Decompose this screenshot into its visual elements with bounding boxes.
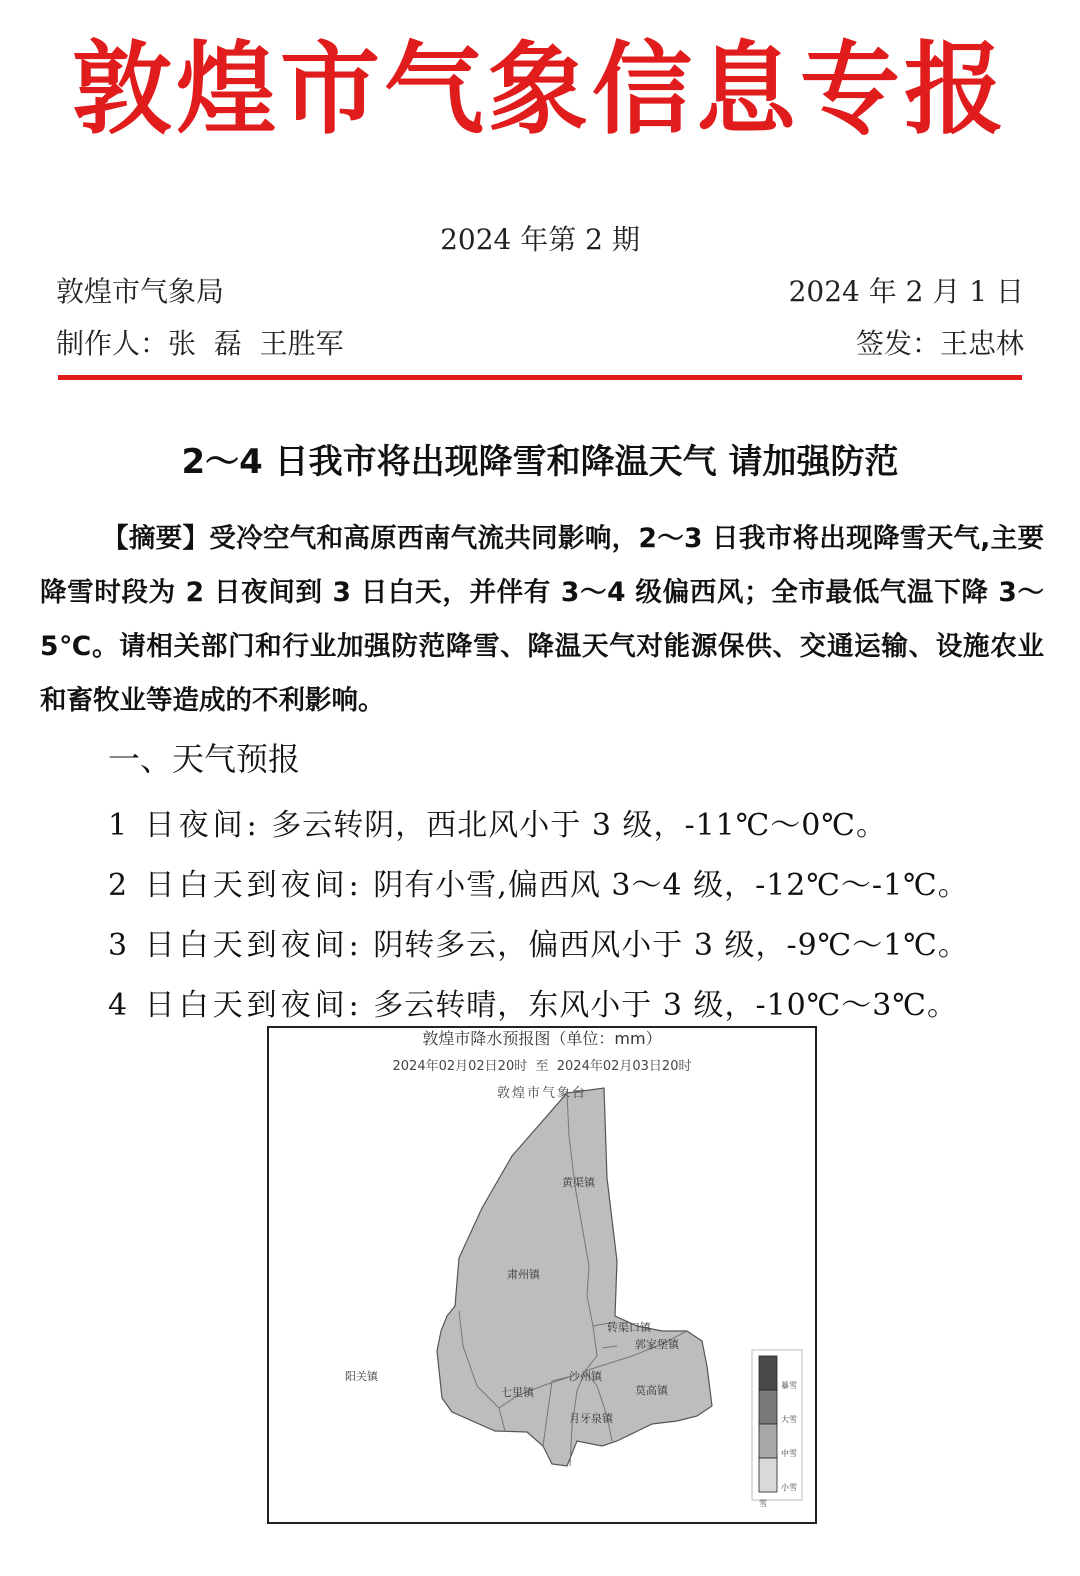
legend-swatch-medium: [759, 1424, 777, 1458]
masthead-title: 敦煌市气象信息专报: [72, 31, 1008, 148]
town-label: 莫高镇: [635, 1384, 668, 1397]
forecast-text: 阴有小雪,偏西风 3～4 级，-12℃～-1℃。: [373, 868, 969, 903]
legend-swatch-small: [759, 1458, 777, 1492]
legend-label: 暴雪: [781, 1381, 797, 1390]
forecast-line: [108, 920, 1048, 964]
town-label: 阳关镇: [345, 1370, 378, 1383]
forecast-text: 多云转阴，西北风小于 3 级，-11℃～0℃。: [271, 808, 887, 843]
publisher: 敦煌市气象局: [56, 275, 225, 308]
section-title: 一、天气预报: [108, 740, 301, 778]
legend-label: 雪: [759, 1499, 767, 1508]
forecast-line: [108, 800, 1048, 844]
map-org: 敦煌市气象台: [496, 1086, 587, 1101]
map-title: 敦煌市降水预报图（单位：mm）: [422, 1029, 662, 1048]
forecast-text: 阴转多云，偏西风小于 3 级，-9℃～1℃。: [373, 928, 969, 963]
legend-swatch-heavy: [759, 1356, 777, 1390]
issue-number: 2024 年第 2 期: [440, 223, 640, 256]
producer: 制作人：张 磊 王胜军: [56, 327, 344, 360]
forecast-line: [108, 980, 1048, 1024]
forecast-day: 2 日白天到夜间:: [108, 868, 363, 903]
town-label: 转渠口镇: [607, 1321, 651, 1334]
publish-date: 2024 年 2 月 1 日: [788, 275, 1024, 308]
legend-label: 小雪: [781, 1483, 797, 1492]
forecast-day: 1 日夜间:: [108, 808, 261, 843]
summary-paragraph: 【摘要】受冷空气和高原西南气流共同影响，2～3 日我市将出现降雪天气,主要降雪时段为 2 日夜间到 3 日白天，并伴有 3～4 级偏西风；全市最低气温下降 3～5℃。请相关部门和行业加强防范降雪、降温天气对能源保供、交通运输、设施农业和畜牧业等造成的不利影响。: [40, 523, 1044, 716]
town-label: 黄渠镇: [562, 1176, 595, 1189]
forecast-text: 多云转晴，东风小于 3 级，-10℃～3℃。: [373, 988, 958, 1023]
meta-row-publisher: [56, 270, 1024, 310]
meta-row-producer: [56, 322, 1024, 362]
legend-swatch-large: [759, 1390, 777, 1424]
town-label: 肃州镇: [507, 1268, 540, 1281]
headline: 2～4 日我市将出现降雪和降温天气 请加强防范: [181, 442, 899, 482]
forecast-day: 3 日白天到夜间:: [108, 928, 363, 963]
forecast-day: 4 日白天到夜间:: [108, 988, 363, 1023]
forecast-line: [108, 860, 1048, 904]
map-period: 2024年02月02日20时 至 2024年02月03日20时: [392, 1059, 692, 1074]
red-divider: [58, 375, 1022, 380]
legend-label: 大雪: [781, 1415, 797, 1424]
town-label: 七里镇: [501, 1386, 534, 1399]
legend-label: 中雪: [781, 1449, 797, 1458]
town-label: 沙州镇: [569, 1370, 602, 1383]
signer: 签发：王忠林: [855, 327, 1024, 360]
town-label: 月牙泉镇: [569, 1412, 613, 1425]
town-label: 郭家堡镇: [635, 1338, 679, 1351]
